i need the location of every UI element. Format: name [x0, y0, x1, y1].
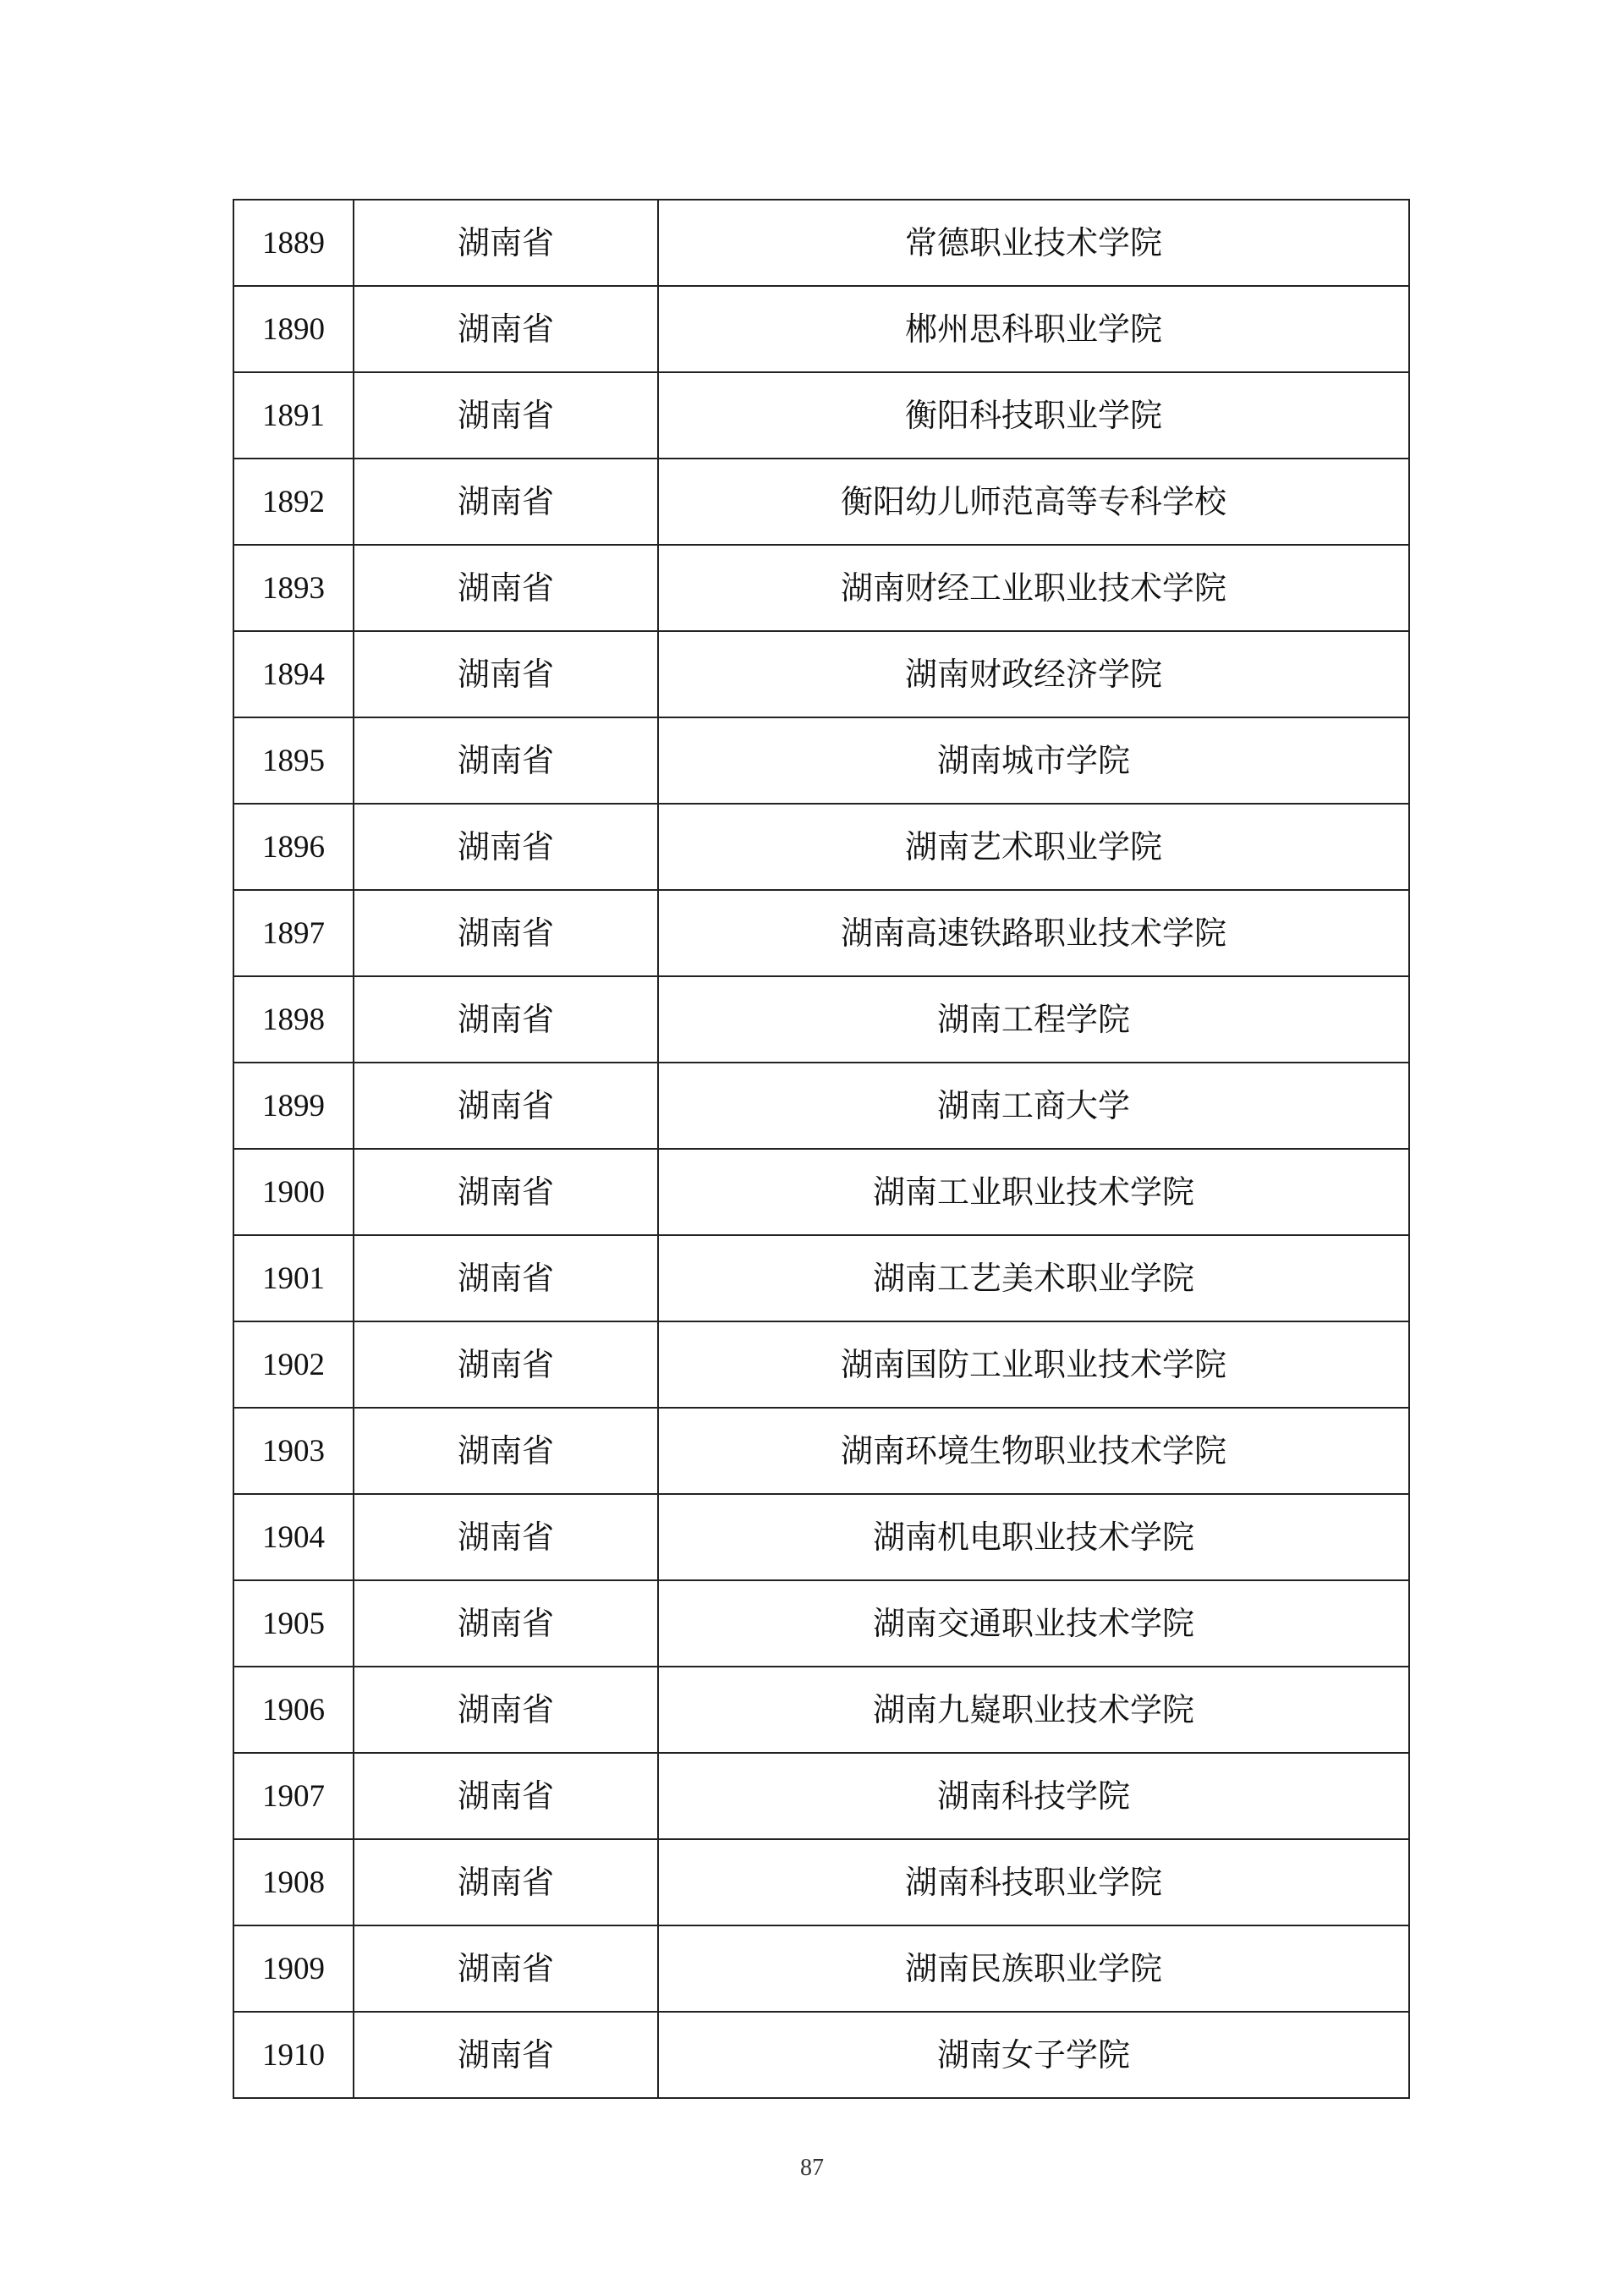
row-number-cell: 1892: [233, 459, 354, 545]
school-name-cell: 湖南财政经济学院: [658, 631, 1409, 717]
table-body: [233, 200, 1409, 2098]
school-name-cell: 湖南国防工业职业技术学院: [658, 1321, 1409, 1408]
row-number-cell: 1891: [233, 372, 354, 459]
table-row: [233, 804, 1409, 890]
table-row: [233, 1408, 1409, 1494]
row-number-cell: 1903: [233, 1408, 354, 1494]
row-number-cell: 1890: [233, 286, 354, 372]
province-cell: 湖南省: [354, 1321, 658, 1408]
province-cell: 湖南省: [354, 459, 658, 545]
row-number-cell: 1906: [233, 1667, 354, 1753]
row-number-cell: 1889: [233, 200, 354, 286]
province-cell: 湖南省: [354, 1839, 658, 1925]
table-row: [233, 286, 1409, 372]
province-cell: 湖南省: [354, 372, 658, 459]
table-row: [233, 1753, 1409, 1839]
school-name-cell: 衡阳科技职业学院: [658, 372, 1409, 459]
table-row: [233, 2012, 1409, 2098]
school-name-cell: 湖南女子学院: [658, 2012, 1409, 2098]
row-number-cell: 1901: [233, 1235, 354, 1321]
row-number-cell: 1908: [233, 1839, 354, 1925]
school-name-cell: 湖南艺术职业学院: [658, 804, 1409, 890]
table-row: [233, 1235, 1409, 1321]
table-row: [233, 631, 1409, 717]
row-number-cell: 1896: [233, 804, 354, 890]
province-cell: 湖南省: [354, 1408, 658, 1494]
school-name-cell: 湖南高速铁路职业技术学院: [658, 890, 1409, 976]
table-row: [233, 1494, 1409, 1580]
table-row: [233, 1839, 1409, 1925]
province-cell: 湖南省: [354, 717, 658, 804]
table-row: [233, 1321, 1409, 1408]
row-number-cell: 1907: [233, 1753, 354, 1839]
school-name-cell: 湖南工商大学: [658, 1063, 1409, 1149]
school-name-cell: 湖南九嶷职业技术学院: [658, 1667, 1409, 1753]
school-name-cell: 湖南交通职业技术学院: [658, 1580, 1409, 1667]
province-cell: 湖南省: [354, 804, 658, 890]
school-name-cell: 湖南科技学院: [658, 1753, 1409, 1839]
province-cell: 湖南省: [354, 1580, 658, 1667]
province-cell: 湖南省: [354, 200, 658, 286]
table-row: [233, 545, 1409, 631]
province-cell: 湖南省: [354, 545, 658, 631]
table-row: [233, 1063, 1409, 1149]
row-number-cell: 1898: [233, 976, 354, 1063]
school-name-cell: 湖南工艺美术职业学院: [658, 1235, 1409, 1321]
table-row: [233, 1580, 1409, 1667]
school-name-cell: 湖南工程学院: [658, 976, 1409, 1063]
school-name-cell: 衡阳幼儿师范高等专科学校: [658, 459, 1409, 545]
row-number-cell: 1902: [233, 1321, 354, 1408]
table-row: [233, 1925, 1409, 2012]
table-row: [233, 890, 1409, 976]
school-name-cell: 郴州思科职业学院: [658, 286, 1409, 372]
province-cell: 湖南省: [354, 1149, 658, 1235]
table-row: [233, 1149, 1409, 1235]
row-number-cell: 1893: [233, 545, 354, 631]
row-number-cell: 1909: [233, 1925, 354, 2012]
row-number-cell: 1894: [233, 631, 354, 717]
row-number-cell: 1910: [233, 2012, 354, 2098]
province-cell: 湖南省: [354, 1494, 658, 1580]
table-row: [233, 717, 1409, 804]
table-row: [233, 459, 1409, 545]
province-cell: 湖南省: [354, 286, 658, 372]
page-number: 87: [800, 2155, 824, 2181]
row-number-cell: 1899: [233, 1063, 354, 1149]
school-name-cell: 湖南环境生物职业技术学院: [658, 1408, 1409, 1494]
province-cell: 湖南省: [354, 1667, 658, 1753]
school-name-cell: 湖南科技职业学院: [658, 1839, 1409, 1925]
school-name-cell: 湖南机电职业技术学院: [658, 1494, 1409, 1580]
school-name-cell: 湖南工业职业技术学院: [658, 1149, 1409, 1235]
row-number-cell: 1904: [233, 1494, 354, 1580]
province-cell: 湖南省: [354, 1235, 658, 1321]
table-row: [233, 976, 1409, 1063]
province-cell: 湖南省: [354, 976, 658, 1063]
table-row: [233, 372, 1409, 459]
row-number-cell: 1905: [233, 1580, 354, 1667]
school-name-cell: 常德职业技术学院: [658, 200, 1409, 286]
province-cell: 湖南省: [354, 631, 658, 717]
province-cell: 湖南省: [354, 1063, 658, 1149]
province-cell: 湖南省: [354, 890, 658, 976]
school-name-cell: 湖南城市学院: [658, 717, 1409, 804]
province-cell: 湖南省: [354, 1753, 658, 1839]
province-cell: 湖南省: [354, 2012, 658, 2098]
school-list-table: [233, 199, 1410, 2099]
row-number-cell: 1897: [233, 890, 354, 976]
row-number-cell: 1900: [233, 1149, 354, 1235]
province-cell: 湖南省: [354, 1925, 658, 2012]
school-name-cell: 湖南财经工业职业技术学院: [658, 545, 1409, 631]
table-row: [233, 1667, 1409, 1753]
table-row: [233, 200, 1409, 286]
school-name-cell: 湖南民族职业学院: [658, 1925, 1409, 2012]
row-number-cell: 1895: [233, 717, 354, 804]
